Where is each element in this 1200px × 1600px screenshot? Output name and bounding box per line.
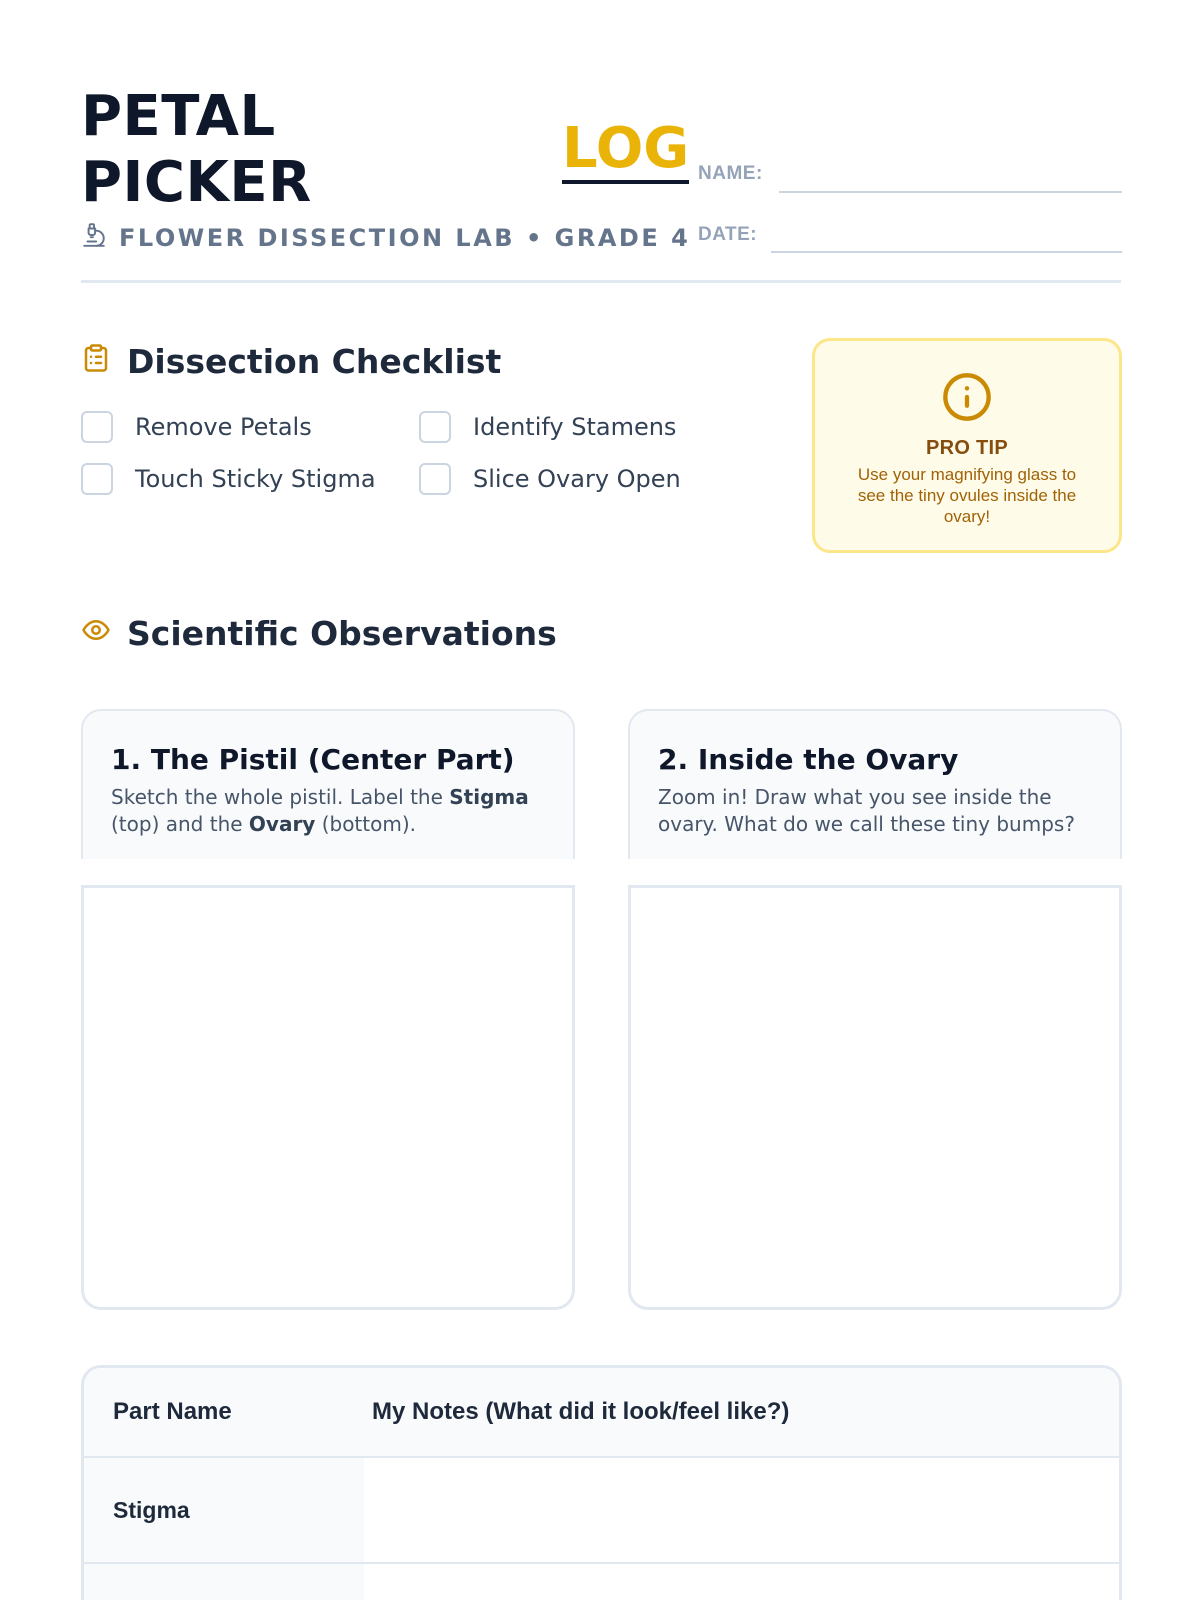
checkbox[interactable] [419,463,451,495]
subtitle-text: FLOWER DISSECTION LAB • GRADE 4 [119,224,691,252]
ovary-sketch-area[interactable] [628,885,1122,1310]
title-line-2: PICKER [81,150,312,215]
checkbox[interactable] [419,411,451,443]
ovary-panel-instructions: Zoom in! Draw what you see inside the ovary. What do we call these tiny bumps? [658,785,1075,836]
pistil-sketch-area[interactable] [81,885,575,1310]
checklist-item-label: Touch Sticky Stigma [135,465,376,493]
pistil-panel-header [81,709,575,859]
name-line[interactable] [779,191,1122,193]
checklist-item-identify-stamens[interactable] [419,410,701,444]
pistil-panel-instructions: Sketch the whole pistil. Label the Stigma (top) and the Ovary (bottom). [111,785,529,836]
date-line[interactable] [771,251,1122,253]
dissection-checklist [81,410,701,496]
pistil-panel-heading: 1. The Pistil (Center Part) [111,743,515,776]
column-header-part-name: Part Name [113,1398,232,1425]
info-icon [815,371,1119,423]
checklist-item-slice-ovary[interactable] [419,462,701,496]
part-name-cell [84,1564,364,1600]
checklist-heading [81,342,501,381]
checkbox[interactable] [81,411,113,443]
pro-tip-card [812,338,1122,553]
title-accent: LOG [562,118,689,184]
table-row [84,1458,1119,1564]
table-row [84,1564,1119,1600]
date-label: DATE: [698,224,758,245]
checklist-item-label: Slice Ovary Open [473,465,681,493]
clipboard-list-icon [81,342,111,381]
checklist-item-label: Identify Stamens [473,413,677,441]
header-divider [81,280,1121,283]
column-header-notes: My Notes (What did it look/feel like?) [372,1398,790,1425]
title-line-1: PETAL [81,84,276,149]
notes-cell[interactable] [364,1564,1119,1600]
microscope-icon [81,222,107,254]
pro-tip-title: PRO TIP [925,437,1009,459]
observations-title: Scientific Observations [127,614,557,653]
ovary-panel-heading: 2. Inside the Ovary [658,743,959,776]
checklist-item-remove-petals[interactable] [81,410,419,444]
checklist-title: Dissection Checklist [127,342,502,381]
name-label: NAME: [698,163,763,184]
checklist-item-label: Remove Petals [135,413,312,441]
notes-table [81,1365,1122,1600]
table-header [84,1368,1119,1458]
checkbox[interactable] [81,463,113,495]
eye-icon [81,614,111,653]
part-name-cell: Stigma [84,1458,364,1562]
pro-tip-text: Use your magnifying glass to see the tiny ovules inside the ovary! [857,465,1077,526]
observations-heading [81,614,557,653]
notes-cell[interactable] [364,1458,1119,1562]
worksheet-subtitle [81,222,690,254]
ovary-panel-header [628,709,1122,859]
worksheet-title [81,84,312,216]
checklist-item-touch-stigma[interactable] [81,462,419,496]
